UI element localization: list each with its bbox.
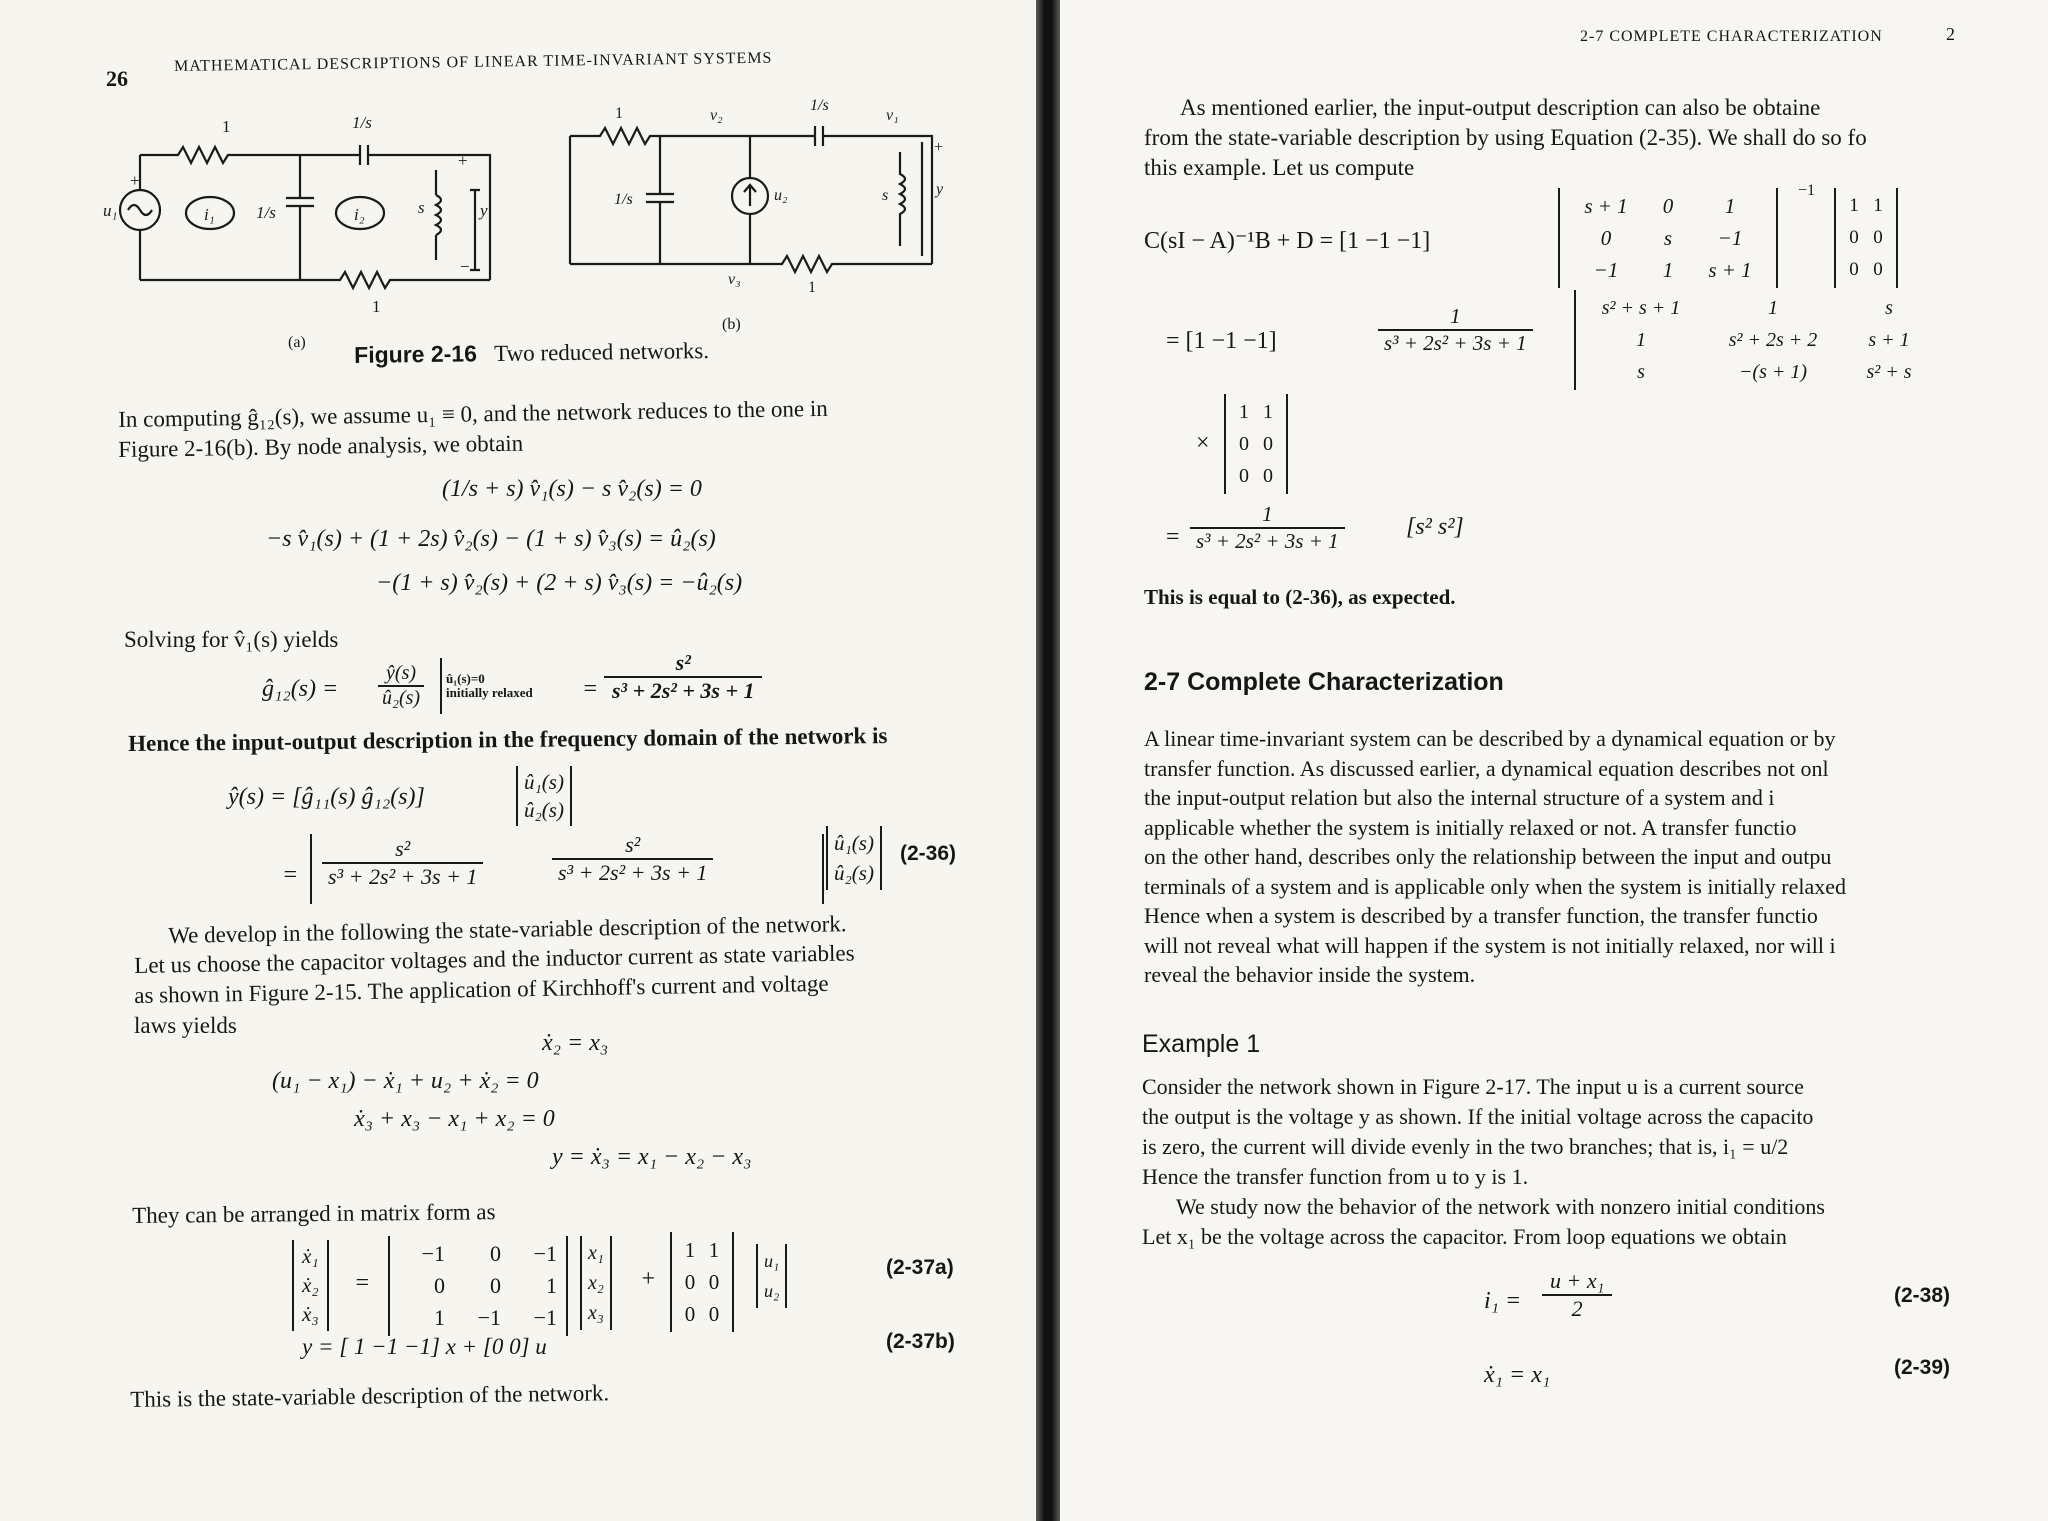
adj-22: s² + 2s + 2 bbox=[1728, 329, 1818, 351]
rb-12: 1 bbox=[1873, 195, 1883, 216]
times-symbol: × bbox=[1196, 430, 1210, 456]
adj-12: 1 bbox=[1768, 297, 1778, 319]
para-computing-line-1: In computing ĝ₁₂(s), we assume u₁ ≡ 0, and the network reduces to the one in bbox=[118, 395, 828, 432]
rb-11: 1 bbox=[1849, 195, 1859, 216]
sect-line-6: terminals of a system and is applicable only when the system is initially relaxed bbox=[1144, 873, 1847, 899]
eq-number-2-37b: (2-37b) bbox=[886, 1330, 955, 1353]
final-frac-den: s³ + 2s² + 3s + 1 bbox=[1196, 529, 1339, 553]
inv-13: 1 bbox=[1724, 194, 1736, 218]
rp-para1-line-1: As mentioned earlier, the input-output description can also be obtaine bbox=[1180, 95, 1821, 120]
example-paragraph bbox=[1142, 1072, 2032, 1252]
line2-frac-num: 1 bbox=[1378, 304, 1533, 331]
sect-line-9: reveal the behavior inside the system. bbox=[1144, 962, 1476, 987]
fig-b-v2-label: v₂ bbox=[710, 107, 723, 124]
rp-para1-line-2: from the state-variable description by using Equation (2-35). We shall do so fo bbox=[1144, 125, 1867, 150]
final-row-vector: [s² s²] bbox=[1406, 514, 1464, 540]
state-plus: + bbox=[640, 1266, 657, 1292]
io2-input-vector bbox=[826, 826, 882, 890]
rp-para1-line-3: this example. Let us compute bbox=[1144, 155, 1415, 180]
io2-vec-1: û₁(s) bbox=[834, 831, 874, 855]
rb-31: 0 bbox=[1849, 259, 1859, 280]
g12-result-num: s² bbox=[604, 650, 762, 678]
figure-caption-text: Two reduced networks. bbox=[493, 338, 710, 367]
ex-line-1: Consider the network shown in Figure 2-17. The input u is a current source bbox=[1142, 1074, 1804, 1099]
para2-line-2: Let us choose the capacitor voltages and the inductor current as state variables bbox=[134, 940, 855, 978]
io-input-vector bbox=[516, 766, 572, 826]
fig-b-cap-label: 1/s bbox=[614, 191, 633, 208]
io2-num-2: s² bbox=[552, 832, 713, 860]
final-frac-num: 1 bbox=[1190, 502, 1345, 529]
equal-text: This is equal to (2-36), as expected. bbox=[1144, 585, 1456, 609]
a-21: 0 bbox=[434, 1273, 445, 1298]
io2-vec-2: û₂(s) bbox=[834, 861, 874, 885]
a-31: 1 bbox=[434, 1305, 445, 1330]
final-frac bbox=[1190, 502, 1345, 554]
matrix-a-table bbox=[398, 1238, 558, 1334]
sect-line-5: on the other hand, describes only the relationship between the input and outpu bbox=[1144, 844, 1832, 869]
g12-equals: = bbox=[582, 676, 599, 702]
para2-line-4: laws yields bbox=[134, 1013, 237, 1038]
adj-21: 1 bbox=[1636, 329, 1646, 351]
ex-line-5: We study now the behavior of the network with nonzero initial conditions bbox=[1176, 1194, 1825, 1219]
eq-number-2-36: (2-36) bbox=[900, 842, 957, 865]
g12-result-den: s³ + 2s² + 3s + 1 bbox=[612, 678, 755, 703]
running-head: MATHEMATICAL DESCRIPTIONS OF LINEAR TIME-INVARIANT SYSTEMS bbox=[174, 49, 773, 75]
b-21: 0 bbox=[684, 1270, 696, 1294]
ex-line-6: Let x₁ be the voltage across the capacitor. From loop equations we obtain bbox=[1142, 1224, 1787, 1249]
section-title: 2-7 Complete Characterization bbox=[1144, 668, 1504, 696]
a-13: −1 bbox=[533, 1241, 557, 1266]
output-equation: y = [ 1 −1 −1] x + [0 0] u bbox=[302, 1334, 547, 1359]
figure-caption-label: Figure 2-16 bbox=[354, 340, 478, 368]
bt-11: 1 bbox=[1239, 401, 1249, 423]
ex-line-3: is zero, the current will divide evenly in the two branches; that is, i₁ = u/2 bbox=[1142, 1134, 1789, 1159]
bt-12: 1 bbox=[1263, 401, 1273, 423]
a-12: 0 bbox=[490, 1241, 501, 1266]
a-32: −1 bbox=[477, 1305, 501, 1330]
g12-frac bbox=[378, 662, 424, 710]
io2-equals: = bbox=[282, 862, 299, 888]
inverse-matrix bbox=[1558, 188, 1778, 288]
g12-eval-bar bbox=[440, 658, 442, 714]
example-title: Example 1 bbox=[1142, 1030, 1261, 1058]
xdot-3: ẋ₃ bbox=[302, 1302, 319, 1326]
fig-b-y-label: y bbox=[936, 181, 944, 198]
fig-b-c-label: 1/s bbox=[810, 97, 829, 114]
inv-32: 1 bbox=[1662, 258, 1674, 282]
kvl-eq-1: ẋ₂ = x₃ bbox=[542, 1030, 609, 1056]
b-31: 0 bbox=[684, 1302, 696, 1326]
fig-a-u1-label: u₁ bbox=[103, 201, 118, 220]
inv-22: s bbox=[1663, 226, 1673, 250]
line2-lhs: = [1 −1 −1] bbox=[1166, 328, 1277, 354]
x-2: x₂ bbox=[588, 1272, 604, 1294]
eq238-num: u + x₁ bbox=[1542, 1268, 1612, 1296]
adj-23: s + 1 bbox=[1868, 329, 1910, 351]
state-equals: = bbox=[354, 1270, 371, 1296]
figure-label-b: (b) bbox=[722, 316, 741, 333]
page-gutter bbox=[1036, 0, 1060, 1521]
x-3: x₃ bbox=[588, 1302, 604, 1324]
fig-b-r1-label: 1 bbox=[615, 105, 623, 122]
fig-a-minus: − bbox=[460, 257, 470, 276]
bt-21: 0 bbox=[1239, 433, 1249, 455]
kvl-eq-2: (u₁ − x₁) − ẋ₁ + u₂ + ẋ₂ = 0 bbox=[272, 1068, 539, 1094]
line2-frac bbox=[1378, 304, 1533, 356]
node-equation-1: (1/s + s) v̂₁(s) − s v̂₂(s) = 0 bbox=[442, 476, 702, 502]
eq238-lhs: i₁ = bbox=[1484, 1288, 1522, 1314]
fig-a-cap-label: 1/s bbox=[256, 203, 276, 222]
bt-31: 0 bbox=[1239, 465, 1249, 487]
matrix-a bbox=[388, 1236, 568, 1336]
io-vec-1: û₁(s) bbox=[524, 770, 564, 794]
xdot-1: ẋ₁ bbox=[302, 1244, 319, 1268]
sect-line-7: Hence when a system is described by a transfer function, the transfer functio bbox=[1144, 903, 1818, 928]
solving-text: Solving for v̂₁(s) yields bbox=[124, 627, 339, 652]
u-1: u₁ bbox=[764, 1251, 780, 1271]
io2-den-2: s³ + 2s² + 3s + 1 bbox=[558, 860, 708, 885]
a-11: −1 bbox=[421, 1241, 445, 1266]
section-paragraph bbox=[1144, 724, 2024, 990]
fig-b-v3-label: v₃ bbox=[728, 271, 741, 288]
g12-frac-den: û₂(s) bbox=[382, 687, 421, 709]
g12-conditions bbox=[446, 672, 533, 700]
u-2: u₂ bbox=[764, 1281, 780, 1301]
io2-frac-1 bbox=[322, 836, 483, 890]
page-number-right: 2 bbox=[1946, 24, 1955, 44]
fig-a-i1-label: i₁ bbox=[204, 205, 215, 224]
b-22: 0 bbox=[708, 1270, 720, 1294]
g12-result-frac bbox=[604, 650, 762, 704]
eq-number-2-39: (2-39) bbox=[1894, 1356, 1951, 1379]
adj-31: s bbox=[1637, 361, 1645, 383]
g12-lhs: ĝ₁₂(s) = bbox=[262, 676, 339, 702]
rb-21: 0 bbox=[1849, 227, 1859, 248]
c-expression-lhs: C(sI − A)⁻¹B + D = [1 −1 −1] bbox=[1144, 228, 1431, 254]
a-23: 1 bbox=[546, 1273, 557, 1298]
io2-num-1: s² bbox=[322, 836, 483, 864]
fig-b-r2-label: 1 bbox=[808, 279, 816, 296]
inv-31: −1 bbox=[1593, 258, 1619, 282]
inverse-matrix-table bbox=[1568, 190, 1768, 286]
fig-b-inductor-label: s bbox=[882, 187, 889, 204]
line2-frac-den: s³ + 2s² + 3s + 1 bbox=[1384, 331, 1527, 355]
rb-32: 0 bbox=[1873, 259, 1883, 280]
adj-33: s² + s bbox=[1866, 361, 1912, 383]
io2-den-1: s³ + 2s² + 3s + 1 bbox=[328, 864, 478, 889]
node-equation-3: −(1 + s) v̂₂(s) + (2 + s) v̂₃(s) = −û₂(s) bbox=[376, 570, 743, 596]
b-matrix-times-table bbox=[1232, 396, 1280, 492]
para2-line-1: We develop in the following the state-variable description of the network. bbox=[168, 911, 847, 948]
matrix-b-table bbox=[678, 1234, 726, 1330]
sect-line-4: applicable whether the system is initially relaxed or not. A transfer functio bbox=[1144, 814, 1797, 840]
inverse-superscript: −1 bbox=[1798, 182, 1816, 199]
adjugate-matrix bbox=[1574, 290, 1938, 390]
adj-32: −(s + 1) bbox=[1738, 361, 1808, 383]
kvl-eq-3: ẋ₃ + x₃ − x₁ + x₂ = 0 bbox=[354, 1106, 555, 1132]
state-derivative-vector bbox=[292, 1240, 329, 1331]
fig-a-i2-label: i₂ bbox=[354, 205, 365, 224]
g12-frac-num: ŷ(s) bbox=[378, 662, 424, 687]
figure-label-a: (a) bbox=[288, 334, 306, 351]
io2-frac-2 bbox=[552, 832, 713, 886]
fig-b-v1-label: v₁ bbox=[886, 107, 899, 124]
eq239: ẋ₁ = x₁ bbox=[1484, 1362, 1551, 1388]
x-1: x₁ bbox=[588, 1242, 604, 1264]
figure-caption bbox=[354, 337, 709, 369]
sect-line-1: A linear time-invariant system can be described by a dynamical equation or by bbox=[1144, 726, 1836, 751]
arranged-text: They can be arranged in matrix form as bbox=[132, 1199, 496, 1228]
eq-number-2-38: (2-38) bbox=[1894, 1284, 1951, 1307]
xdot-2: ẋ₂ bbox=[302, 1273, 319, 1297]
matrix-b bbox=[670, 1232, 734, 1332]
g12-cond-1: û₁(s)=0 bbox=[446, 671, 485, 686]
fig-a-source-plus: + bbox=[130, 171, 140, 190]
adj-13: s bbox=[1885, 297, 1893, 319]
closing-text: This is the state-variable description of the network. bbox=[130, 1380, 610, 1412]
input-vector-u bbox=[756, 1244, 787, 1308]
eq238-den: 2 bbox=[1571, 1296, 1583, 1321]
adjugate-matrix-table bbox=[1584, 292, 1930, 388]
final-equals: = bbox=[1166, 524, 1180, 550]
b-11: 1 bbox=[684, 1238, 696, 1262]
ex-line-2: the output is the voltage y as shown. If the initial voltage across the capacito bbox=[1142, 1104, 1814, 1129]
rb-22: 0 bbox=[1873, 227, 1883, 248]
io-vec-2: û₂(s) bbox=[524, 798, 564, 822]
inv-23: −1 bbox=[1717, 226, 1743, 250]
b-12: 1 bbox=[708, 1238, 720, 1262]
g12-cond-2: initially relaxed bbox=[446, 685, 533, 700]
para-computing-line-2: Figure 2-16(b). By node analysis, we obtain bbox=[118, 430, 524, 462]
state-vector-x bbox=[580, 1236, 612, 1330]
inv-21: 0 bbox=[1600, 226, 1612, 250]
para2-line-3: as shown in Figure 2-15. The application of Kirchhoff's current and voltage bbox=[134, 970, 829, 1008]
io-lhs: ŷ(s) = [ĝ₁₁(s) ĝ₁₂(s)] bbox=[228, 784, 425, 810]
node-equation-2: −s v̂₁(s) + (1 + 2s) v̂₂(s) − (1 + s) v̂₃(s) = û₂(s) bbox=[266, 526, 716, 552]
figure-2-16a-circuit bbox=[100, 100, 520, 340]
b-matrix-right bbox=[1834, 188, 1898, 288]
fig-a-r1-label: 1 bbox=[222, 117, 231, 136]
inv-11: s + 1 bbox=[1584, 194, 1628, 218]
right-page bbox=[1060, 0, 2048, 1521]
fig-a-c1-label: 1/s bbox=[352, 113, 372, 132]
bt-22: 0 bbox=[1263, 433, 1273, 455]
bt-32: 0 bbox=[1263, 465, 1273, 487]
a-33: −1 bbox=[533, 1305, 557, 1330]
page-number: 26 bbox=[106, 66, 128, 91]
fig-b-plus: + bbox=[934, 139, 944, 156]
fig-a-plus: + bbox=[458, 151, 468, 170]
b-32: 0 bbox=[708, 1302, 720, 1326]
adj-11: s² + s + 1 bbox=[1601, 297, 1681, 319]
eq-number-2-37a: (2-37a) bbox=[886, 1256, 954, 1279]
kvl-eq-4: y = ẋ₃ = x₁ − x₂ − x₃ bbox=[552, 1144, 752, 1170]
ex-line-4: Hence the transfer function from u to y is 1. bbox=[1142, 1164, 1529, 1189]
sect-line-2: transfer function. As discussed earlier, a dynamical equation describes not onl bbox=[1144, 755, 1829, 781]
inv-12: 0 bbox=[1662, 194, 1674, 218]
sect-line-8: will not reveal what will happen if the system is not initially relaxed, nor will i bbox=[1144, 932, 1836, 958]
b-matrix-times bbox=[1224, 394, 1288, 494]
figure-2-16b-circuit bbox=[560, 96, 960, 326]
fig-a-r-bottom-label: 1 bbox=[372, 297, 381, 316]
eq238-frac bbox=[1542, 1268, 1612, 1322]
fig-a-y-label: y bbox=[480, 201, 488, 220]
a-22: 0 bbox=[490, 1273, 501, 1298]
hence-text: Hence the input-output description in the frequency domain of the network is bbox=[128, 723, 888, 756]
fig-b-u2-label: u₂ bbox=[774, 187, 788, 204]
running-head-right: 2-7 COMPLETE CHARACTERIZATION bbox=[1580, 28, 1883, 45]
sect-line-3: the input-output relation but also the internal structure of a system and i bbox=[1144, 785, 1775, 810]
fig-a-inductor-label: s bbox=[418, 198, 425, 217]
inv-33: s + 1 bbox=[1708, 258, 1752, 282]
b-matrix-right-table bbox=[1842, 190, 1890, 286]
